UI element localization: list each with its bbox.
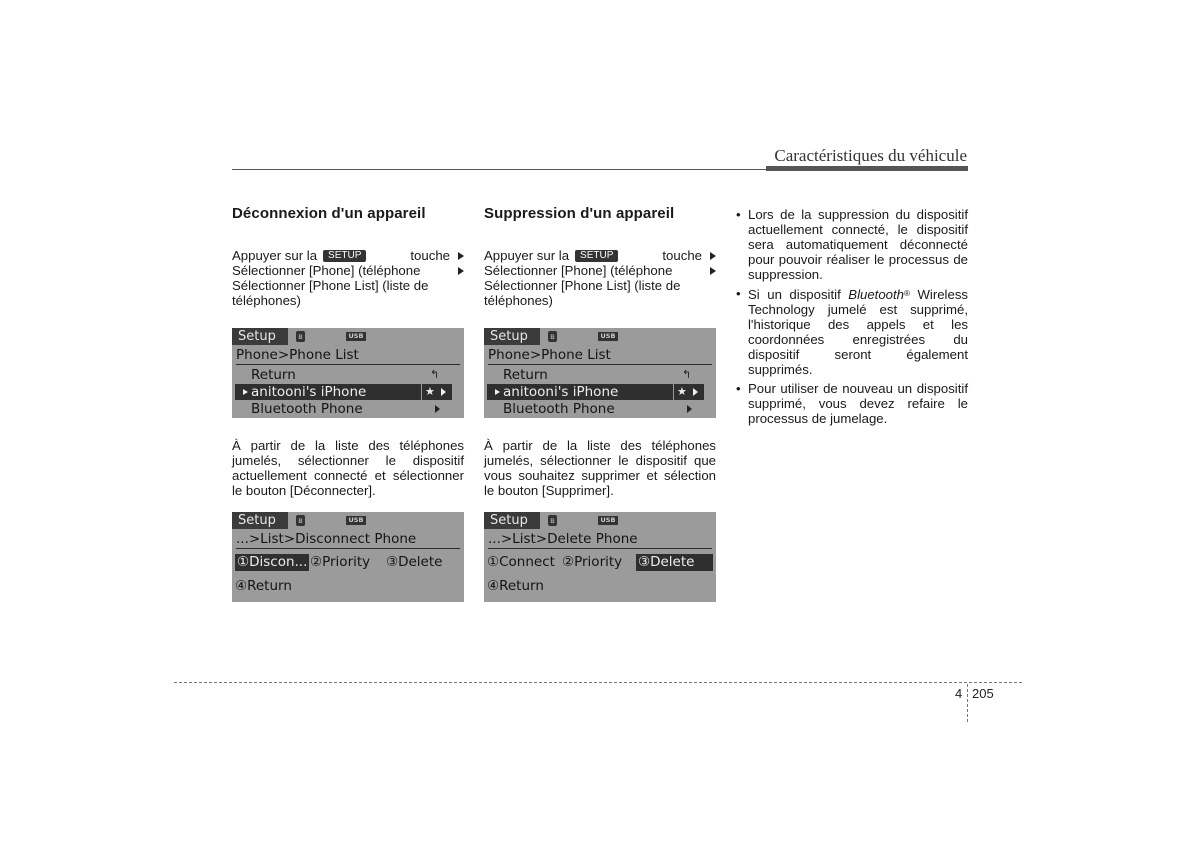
bluetooth-icon: ʙ	[548, 331, 557, 342]
screen-path: Phone>Phone List	[488, 347, 611, 363]
bluetooth-icon: ʙ	[296, 515, 305, 526]
usb-icon: USB	[346, 332, 366, 341]
arrow-right-icon	[435, 405, 440, 413]
setup-tab: Setup	[484, 328, 540, 345]
list-item: • Si un dispositif Bluetooth® Wireless Technology jumelé est supprimé, l'historique des appels et les coordonnées enregistrées du dispositif seront également supprimés.	[736, 286, 968, 377]
usb-icon: USB	[598, 332, 618, 341]
list-item: Bluetooth Phone	[232, 401, 464, 417]
caret-icon	[495, 389, 500, 395]
phone-list-screen	[484, 328, 716, 418]
menu-option: ①Connect	[487, 554, 555, 570]
arrow-right-icon	[687, 405, 692, 413]
header-bar	[766, 166, 968, 171]
divider	[488, 548, 712, 549]
arrow-right-icon	[458, 252, 464, 260]
return-icon: ↰	[682, 368, 692, 381]
setup-key-label: SETUP	[323, 250, 366, 262]
screen-path: ...>List>Disconnect Phone	[236, 531, 417, 547]
running-header-title: Caractéristiques du véhicule	[774, 146, 967, 165]
arrow-right-icon	[441, 388, 446, 396]
menu-option: ②Priority	[562, 554, 623, 570]
bluetooth-icon: ʙ	[548, 515, 557, 526]
menu-option: ②Priority	[310, 554, 371, 570]
phone-list-screen	[232, 328, 464, 418]
instruction-text: Appuyer sur la SETUP touche Sélectionner [Phone] (téléphone Sélectionner [Phone List] (liste de téléphones)	[484, 248, 716, 308]
usb-icon: USB	[346, 516, 366, 525]
menu-option-selected: ③Delete	[636, 554, 713, 571]
list-item: • Lors de la suppression du dispositif actuellement connecté, le dispositif sera automatiquement déconnecté pour pouvoir réaliser le processus de suppression.	[736, 207, 968, 282]
screen-path: ...>List>Delete Phone	[488, 531, 638, 547]
middle-column	[484, 205, 716, 602]
star-icon: ★	[422, 384, 452, 400]
section-heading: Suppression d'un appareil	[484, 205, 675, 222]
divider	[236, 548, 460, 549]
setup-tab: Setup	[232, 512, 288, 529]
disconnect-phone-screen	[232, 512, 464, 602]
notes-list	[736, 207, 968, 426]
right-column	[736, 207, 968, 430]
arrow-right-icon	[693, 388, 698, 396]
delete-phone-screen	[484, 512, 716, 602]
screen-path: Phone>Phone List	[236, 347, 359, 363]
list-item: • Pour utiliser de nouveau un dispositif supprimé, vous devez refaire le processus de jumelage.	[736, 381, 968, 426]
left-column	[232, 205, 464, 602]
divider	[488, 364, 712, 365]
menu-option: ④Return	[235, 578, 292, 594]
list-item-selected: anitooni's iPhone ★	[232, 384, 464, 400]
description-text: À partir de la liste des téléphones jumelés, sélectionner le dispositif actuellement connecté et sélectionner le bouton [Déconnecter].	[232, 438, 464, 498]
menu-option-selected: ①Discon...	[237, 554, 308, 570]
arrow-right-icon	[710, 267, 716, 275]
bluetooth-icon: ʙ	[296, 331, 305, 342]
section-heading: Déconnexion d'un appareil	[232, 205, 426, 222]
list-item-selected: anitooni's iPhone ★	[484, 384, 716, 400]
divider	[236, 364, 460, 365]
footer-divider	[967, 684, 968, 722]
chapter-number: 4	[955, 686, 963, 701]
star-icon: ★	[674, 384, 704, 400]
setup-key-label: SETUP	[575, 250, 618, 262]
menu-option: ③Delete	[386, 554, 443, 570]
arrow-right-icon	[710, 252, 716, 260]
page-number: 205	[972, 686, 994, 701]
setup-tab: Setup	[484, 512, 540, 529]
setup-tab: Setup	[232, 328, 288, 345]
list-item-return: Return ↰	[251, 367, 440, 383]
caret-icon	[243, 389, 248, 395]
return-icon: ↰	[430, 368, 440, 381]
footer-rule	[174, 682, 1022, 683]
description-text: À partir de la liste des téléphones jumelés, sélectionner le dispositif que vous souhaitez supprimer et sélection le bouton [Supprimer].	[484, 438, 716, 498]
instruction-text: Appuyer sur la SETUP touche Sélectionner [Phone] (téléphone Sélectionner [Phone List] (liste de téléphones)	[232, 248, 464, 308]
list-item: Bluetooth Phone	[484, 401, 716, 417]
usb-icon: USB	[598, 516, 618, 525]
arrow-right-icon	[458, 267, 464, 275]
menu-option: ④Return	[487, 578, 544, 594]
list-item-return: Return ↰	[503, 367, 692, 383]
